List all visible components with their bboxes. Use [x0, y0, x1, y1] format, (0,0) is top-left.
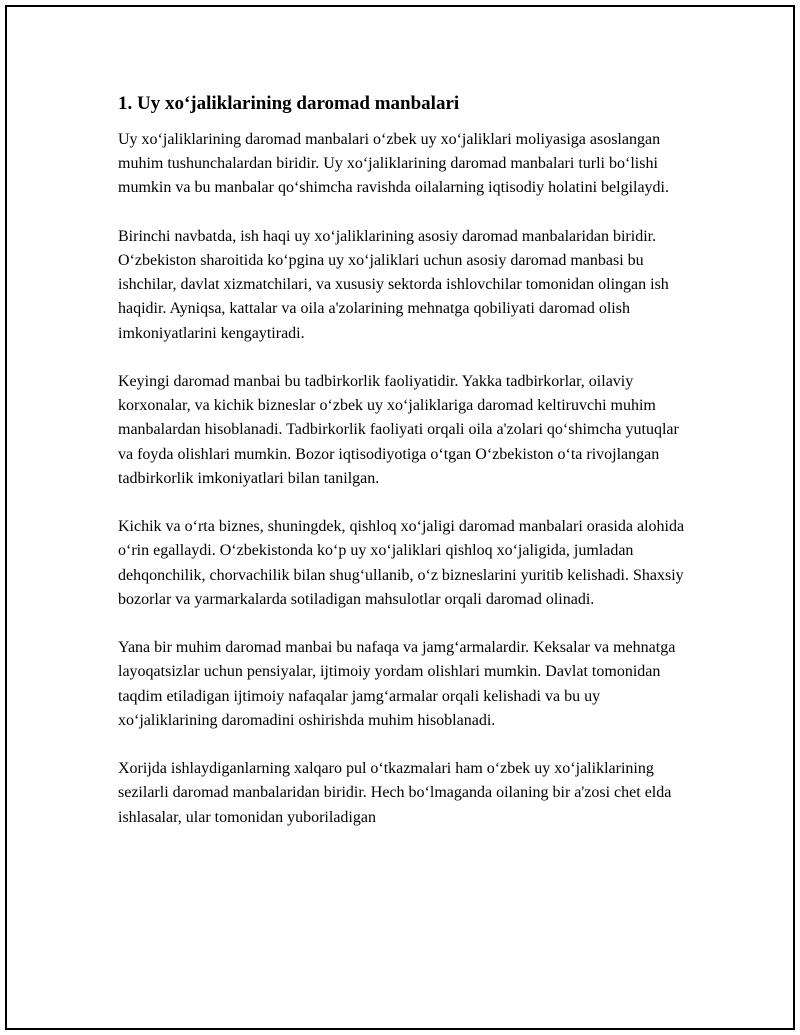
paragraph-6: Xorijda ishlaydiganlarning xalqaro pul o‘tkazmalari ham o‘zbek uy xo‘jaliklarining sezilarli daromad manbalaridan biridir. Hech bo‘lmaganda oilaning bir a'zosi chet elda ishlasalar, ular tomonidan yuboriladigan	[118, 760, 672, 826]
paragraph-1: Uy xo‘jaliklarining daromad manbalari o‘zbek uy xo‘jaliklari moliyasiga asoslangan muhim tushunchalardan biridir. Uy xo‘jaliklarining daromad manbalari turli bo‘lishi mumkin va bu manbalar qo‘shimcha ravishda oilalarning iqtisodiy holatini belgilaydi.	[118, 131, 669, 197]
document-body	[118, 92, 688, 854]
paragraph-4: Kichik va o‘rta biznes, shuningdek, qishloq xo‘jaligi daromad manbalari orasida alohida o‘rin egallaydi. O‘zbekistonda ko‘p uy xo‘jaliklari qishloq xo‘jaligida, jumladan dehqonchilik, chorvachilik bilan shug‘ullanib, o‘z bizneslarini yuritib kelishadi. Shaxsiy bozorlar va yarmarkalarda sotiladigan mahsulotlar orqali daromad olinadi.	[118, 518, 685, 608]
paragraph-2: Birinchi navbatda, ish haqi uy xo‘jaliklarining asosiy daromad manbalaridan biridir. O‘zbekiston sharoitida ko‘pgina uy xo‘jaliklari uchun asosiy daromad manbasi bu ishchilar, davlat xizmatchilari, va xususiy sektorda ishlovchilar tomonidan olingan ish haqidir. Ayniqsa, kattalar va oila a'zolarining mehnatga qobiliyati daromad olish imkoniyatlarini kengaytiradi.	[118, 227, 669, 342]
paragraph-3: Keyingi daromad manbai bu tadbirkorlik faoliyatidir. Yakka tadbirkorlar, oilaviy korxonalar, va kichik bizneslar o‘zbek uy xo‘jaliklariga daromad keltiruvchi muhim manbalardan hisoblanadi. Tadbirkorlik faoliyati orqali oila a'zolari qo‘shimcha yutuqlar va foyda olishlari mumkin. Bozor iqtisodiyotiga o‘tgan O‘zbekiston o‘ta rivojlangan tadbirkorlik imkoniyatlari bilan tanilgan.	[118, 373, 679, 487]
section-heading: 1. Uy xo‘jaliklarining daromad manbalari	[118, 93, 460, 114]
paragraph-5: Yana bir muhim daromad manbai bu nafaqa va jamg‘armalardir. Keksalar va mehnatga layoqatsizlar uchun pensiyalar, ijtimoiy yordam olishlari mumkin. Davlat tomonidan taqdim etiladigan ijtimoiy nafaqalar jamg‘armalar orqali kelishadi va bu uy xo‘jaliklarining daromadini oshirishda muhim hisoblanadi.	[118, 639, 676, 729]
